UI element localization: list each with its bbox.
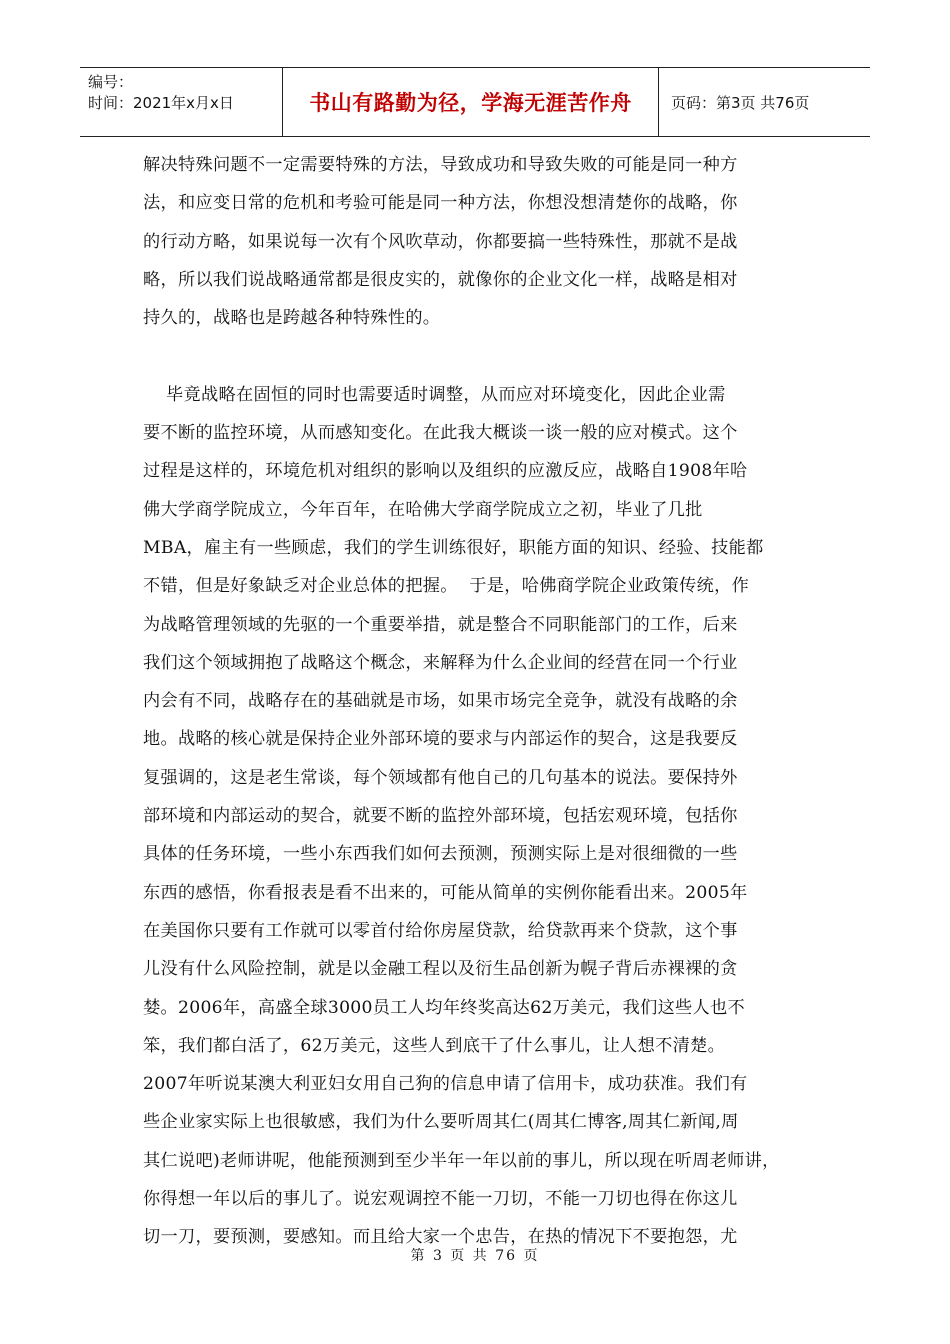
text-line: 佛大学商学院成立，今年百年，在哈佛大学商学院成立之初，毕业了几批 [143,499,703,520]
header-motto: 书山有路勤为径，学海无涯苦作舟 [283,68,659,136]
text-line: 2007年听说某澳大利亚妇女用自己狗的信息申请了信用卡，成功获准。我们有 [143,1074,748,1095]
text-line: 略，所以我们说战略通常都是很皮实的，就像你的企业文化一样，战略是相对 [143,269,738,290]
header-number-label: 编号： [88,73,134,91]
text-line: 儿没有什么风险控制，就是以金融工程以及衍生品创新为幌子背后赤裸裸的贪 [143,959,738,980]
text-line: 在美国你只要有工作就可以零首付给你房屋贷款，给贷款再来个贷款，这个事 [143,920,738,941]
text-line: 复强调的，这是老生常谈，每个领域都有他自己的几句基本的说法。要保持外 [143,767,738,788]
text-line: 解决特殊问题不一定需要特殊的方法，导致成功和导致失败的可能是同一种方 [143,155,738,175]
text-line: 法，和应变日常的危机和考验可能是同一种方法，你想没想清楚你的战略，你 [143,193,738,214]
header-page-info: 页码：第3页 共76页 [671,93,810,112]
text-line: 的行动方略，如果说每一次有个风吹草动，你都要搞一些特殊性，那就不是战 [143,231,738,252]
text-line: 些企业家实际上也很敏感，我们为什么要听周其仁(周其仁博客,周其仁新闻,周 [143,1112,739,1133]
text-line: 为战略管理领域的先驱的一个重要举措，就是整合不同职能部门的工作，后来 [143,614,738,635]
header-meta-cell [80,68,283,136]
text-line: MBA，雇主有一些顾虑，我们的学生训练很好，职能方面的知识、经验、技能都 [143,537,764,558]
text-line: 切一刀，要预测，要感知。而且给大家一个忠告，在热的情况下不要抱怨，尤 [143,1227,738,1248]
text-line: 你得想一年以后的事儿了。说宏观调控不能一刀切，不能一刀切也得在你这儿 [143,1189,738,1210]
text-line: 其仁说吧)老师讲呢，他能预测到至少半年一年以前的事儿，所以现在听周老师讲， [143,1150,780,1171]
text-line: 具体的任务环境，一些小东西我们如何去预测，预测实际上是对很细微的一些 [143,844,738,865]
text-line: 要不断的监控环境，从而感知变化。在此我大概谈一谈一般的应对模式。这个 [143,423,738,444]
header-date: 时间：2021年x月x日 [88,94,234,112]
text-line: 我们这个领域拥抱了战略这个概念，来解释为什么企业间的经营在同一个行业 [143,652,738,673]
text-line: 部环境和内部运动的契合，就要不断的监控外部环境，包括宏观环境，包括你 [143,806,738,827]
text-line: 东西的感悟，你看报表是看不出来的，可能从简单的实例你能看出来。2005年 [143,882,748,903]
paragraph-1 [143,146,807,337]
body-text [143,146,807,1257]
text-line: 婪。2006年，高盛全球3000员工人均年终奖高达62万美元，我们这些人也不 [143,997,746,1018]
text-line: 毕竟战略在固恒的同时也需要适时调整，从而应对环境变化，因此企业需 [143,384,726,405]
text-line: 不错，但是好象缺乏对企业总体的把握。 于是，哈佛商学院企业政策传统，作 [143,576,750,597]
text-line: 内会有不同，战略存在的基础就是市场，如果市场完全竞争，就没有战略的余 [143,691,738,712]
text-line: 持久的，战略也是跨越各种特殊性的。 [143,308,441,329]
page-header [80,67,870,137]
text-line: 笨，我们都白活了，62万美元，这些人到底干了什么事儿，让人想不清楚。 [143,1035,726,1056]
paragraph-2 [143,376,807,1257]
paragraph-gap [143,337,807,375]
text-line: 地。战略的核心就是保持企业外部环境的要求与内部运作的契合，这是我要反 [143,729,738,750]
text-line: 过程是这样的，环境危机对组织的影响以及组织的应激反应，战略自1908年哈 [143,461,748,482]
page-footer: 第 3 页 共 76 页 [410,1248,540,1264]
